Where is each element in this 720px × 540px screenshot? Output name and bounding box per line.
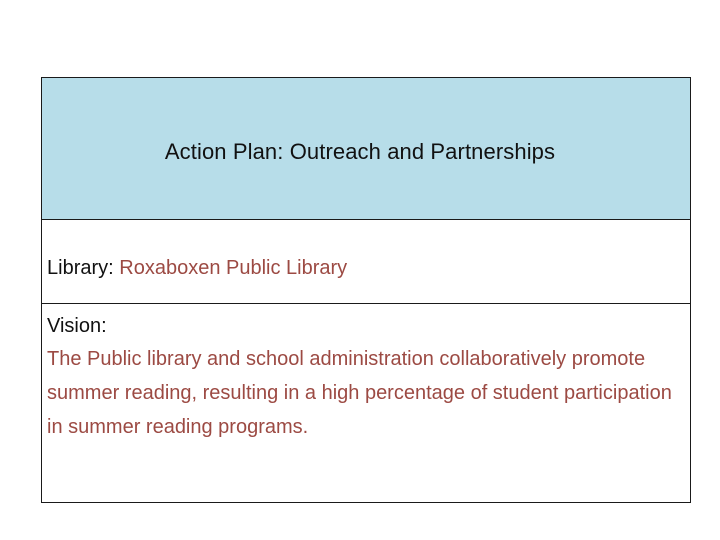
library-name: Roxaboxen Public Library xyxy=(119,257,348,279)
library-line xyxy=(47,256,347,280)
library-cell xyxy=(42,220,690,304)
vision-statement: The Public library and school administration collaboratively promote summer reading, resulting in a high percentage of student participation in summer reading programs. xyxy=(47,348,672,438)
action-plan-table xyxy=(41,77,691,503)
title-cell xyxy=(42,78,690,220)
plan-title: Action Plan: Outreach and Partnerships xyxy=(164,139,556,164)
library-label: Library: xyxy=(47,257,114,279)
vision-cell xyxy=(42,304,690,502)
vision-label: Vision: xyxy=(47,315,107,337)
